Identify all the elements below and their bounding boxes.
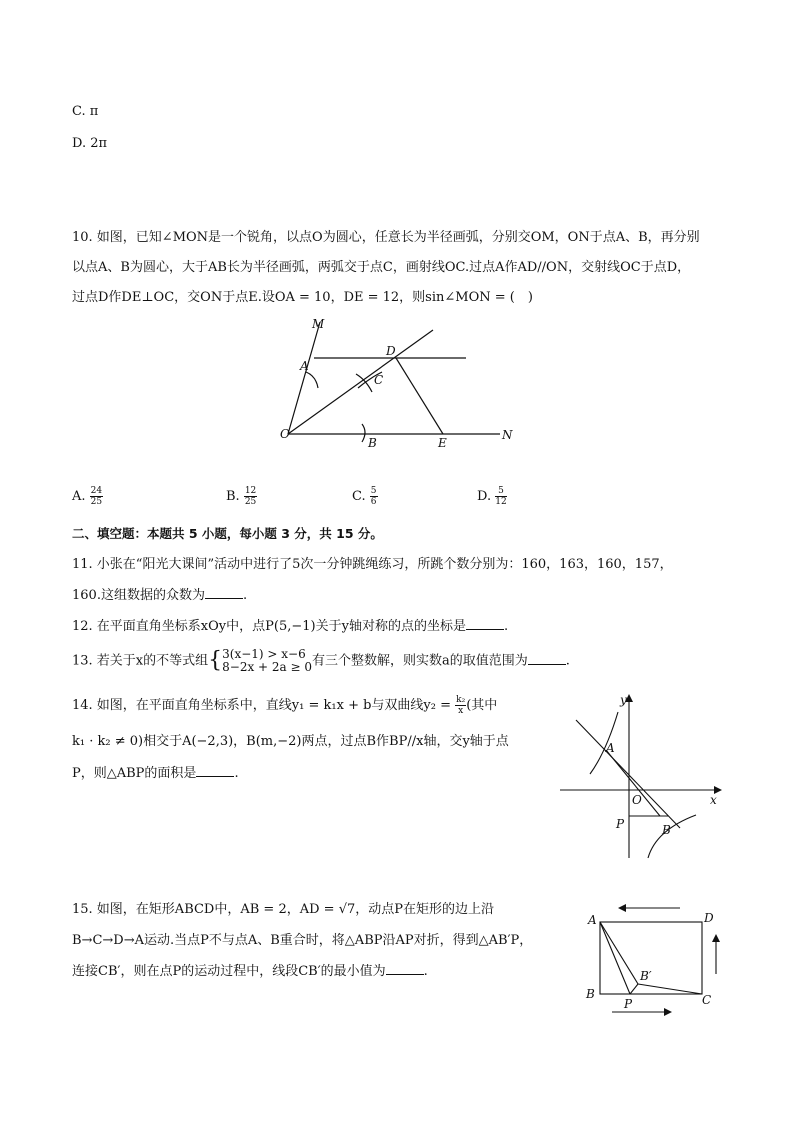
ray-om bbox=[288, 322, 320, 434]
label-e: E bbox=[438, 436, 447, 450]
label-c: C bbox=[374, 373, 384, 387]
segment-ab-prime bbox=[600, 922, 638, 984]
label-a: A bbox=[606, 741, 615, 755]
segment-cb-prime bbox=[638, 984, 702, 994]
answer-blank bbox=[466, 617, 504, 630]
label-n: N bbox=[502, 428, 513, 442]
q15-figure bbox=[584, 898, 724, 1023]
q15-line3: 连接CB′，则在点P的运动过程中，线段CB′的最小值为 . bbox=[72, 964, 428, 979]
segment-de bbox=[396, 358, 443, 434]
label-b-prime: B′ bbox=[640, 969, 652, 983]
q14-figure bbox=[556, 690, 726, 860]
hyperbola-branch-right bbox=[648, 815, 696, 858]
q10-option-b: B. $\frac{12}{25}$ bbox=[226, 486, 257, 507]
arrow-right-icon bbox=[664, 1008, 672, 1016]
q10-line2: 以点A、B为圆心，大于AB长为半径画弧，两弧交于点C，画射线OC.过点A作AD//ON，交射线OC于点D， bbox=[72, 260, 691, 275]
label-p: P bbox=[624, 997, 633, 1011]
q14-line3: P，则△ABP的面积是 . bbox=[72, 766, 239, 781]
label-p: P bbox=[616, 817, 625, 831]
label-a: A bbox=[300, 359, 309, 373]
answer-blank bbox=[196, 764, 234, 777]
answer-blank bbox=[528, 652, 566, 665]
label-d: D bbox=[704, 911, 714, 925]
arc-b bbox=[362, 424, 365, 442]
q10-option-c: C. $\frac{5}{6}$ bbox=[352, 486, 377, 507]
q10-option-d: D. $\frac{5}{12}$ bbox=[477, 486, 507, 507]
option-c-prev: C. π bbox=[72, 104, 99, 119]
q15-line2: B→C→D→A运动.当点P不与点A、B重合时，将△ABP沿AP对折，得到△AB′P， bbox=[72, 933, 533, 948]
arc-a bbox=[306, 372, 318, 388]
label-o: O bbox=[280, 427, 290, 441]
label-o: O bbox=[632, 793, 642, 807]
q15-line1: 15. 如图，在矩形ABCD中，AB = 2，AD = √7，动点P在矩形的边上沿 bbox=[72, 902, 494, 917]
q14-line1: 14. 如图，在平面直角坐标系中，直线y₁ = k₁x + b与双曲线y₂ = $\frac{\text{k₂}}{x}$ (其中 bbox=[72, 695, 498, 716]
label-d: D bbox=[386, 344, 396, 358]
label-b: B bbox=[368, 436, 377, 450]
q12-line: 12. 在平面直角坐标系xOy中，点P(5,−1)关于y轴对称的点的坐标是 . bbox=[72, 619, 509, 634]
q10-figure bbox=[270, 310, 530, 455]
label-c: C bbox=[702, 993, 712, 1007]
q11-line1: 11. 小张在“阳光大课间”活动中进行了5次一分钟跳绳练习，所跳个数分别为：160，163，160，157， bbox=[72, 557, 673, 572]
label-y: y bbox=[620, 693, 627, 707]
arrow-left-icon bbox=[618, 904, 626, 912]
label-b: B bbox=[662, 823, 671, 837]
q13-line: 13. 若关于x的不等式组{ 3(x−1) > x−6 8−2x + 2a ≥ 0 有三个整数解，则实数a的取值范围为 . bbox=[72, 647, 570, 674]
label-x: x bbox=[710, 793, 717, 807]
segment-ap bbox=[600, 922, 630, 994]
q10-line3: 过点D作DE⊥OC，交ON于点E.设OA = 10，DE = 12，则sin∠MON = ( ) bbox=[72, 290, 533, 305]
q10-line1: 10. 如图，已知∠MON是一个锐角，以点O为圆心，任意长为半径画弧，分别交OM，ON于点A、B，再分别 bbox=[72, 230, 700, 245]
label-a: A bbox=[588, 913, 597, 927]
label-m: M bbox=[312, 317, 325, 331]
q14-line2: k₁ · k₂ ≠ 0)相交于A(−2,3)，B(m,−2)两点，过点B作BP//x轴，交y轴于点 bbox=[72, 734, 509, 749]
label-b: B bbox=[586, 987, 595, 1001]
answer-blank bbox=[205, 586, 243, 599]
line-y1 bbox=[576, 720, 680, 828]
segment-pb-prime bbox=[630, 984, 638, 994]
answer-blank bbox=[386, 962, 424, 975]
section-heading: 二、填空题：本题共 5 小题，每小题 3 分，共 15 分。 bbox=[72, 526, 383, 541]
arrow-up-icon bbox=[712, 934, 720, 942]
q11-line2: 160.这组数据的众数为 . bbox=[72, 588, 248, 603]
option-d-prev: D. 2π bbox=[72, 136, 108, 151]
q10-option-a: A. $\frac{24}{25}$ bbox=[72, 486, 103, 507]
